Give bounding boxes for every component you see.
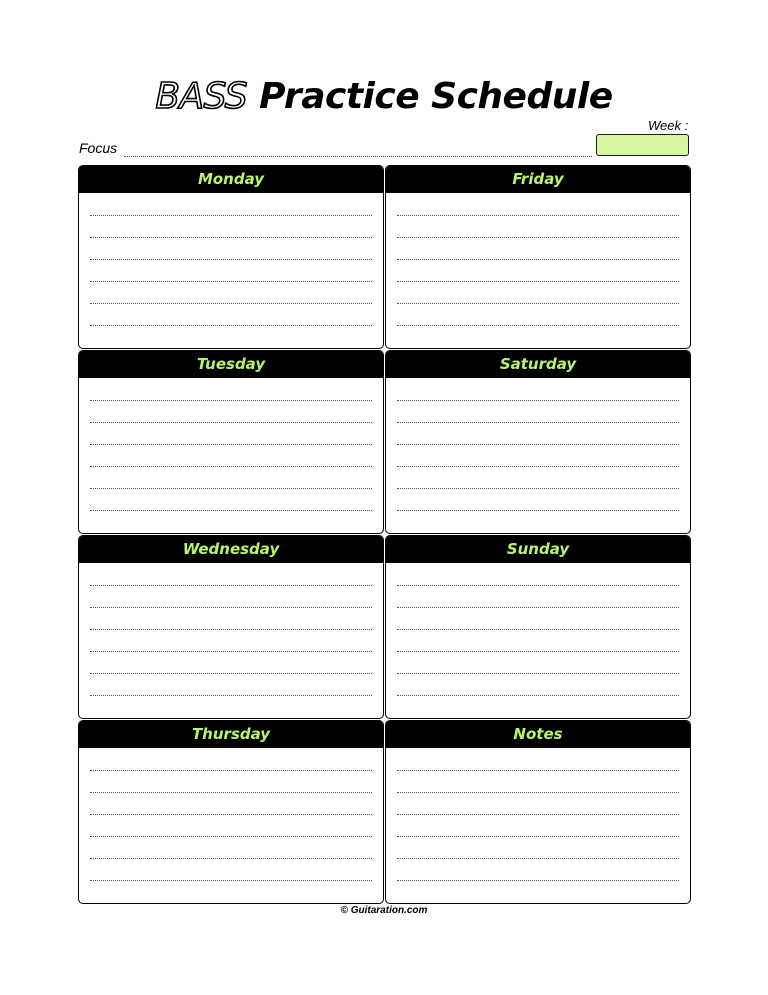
panel-header-notes: Notes xyxy=(386,721,690,748)
writing-line[interactable] xyxy=(90,880,372,881)
writing-line[interactable] xyxy=(90,488,372,489)
panel-notes xyxy=(385,720,691,904)
writing-line[interactable] xyxy=(90,422,372,423)
panel-wednesday xyxy=(78,535,384,719)
writing-line[interactable] xyxy=(90,770,372,771)
writing-line[interactable] xyxy=(90,792,372,793)
writing-line[interactable] xyxy=(90,259,372,260)
writing-line[interactable] xyxy=(90,673,372,674)
writing-line[interactable] xyxy=(397,836,679,837)
week-input[interactable] xyxy=(596,134,689,156)
panel-header-tuesday: Tuesday xyxy=(79,351,383,378)
writing-line[interactable] xyxy=(90,466,372,467)
panel-header-thursday: Thursday xyxy=(79,721,383,748)
panel-friday xyxy=(385,165,691,349)
writing-line[interactable] xyxy=(90,325,372,326)
writing-line[interactable] xyxy=(397,281,679,282)
panel-tuesday xyxy=(78,350,384,534)
panel-header-wednesday: Wednesday xyxy=(79,536,383,563)
writing-line[interactable] xyxy=(397,858,679,859)
writing-line[interactable] xyxy=(397,466,679,467)
writing-line[interactable] xyxy=(90,400,372,401)
writing-line[interactable] xyxy=(397,259,679,260)
writing-line[interactable] xyxy=(397,629,679,630)
panel-saturday xyxy=(385,350,691,534)
week-label: Week : xyxy=(648,118,689,133)
writing-line[interactable] xyxy=(397,792,679,793)
writing-line[interactable] xyxy=(90,585,372,586)
writing-line[interactable] xyxy=(397,237,679,238)
writing-line[interactable] xyxy=(90,237,372,238)
writing-line[interactable] xyxy=(90,836,372,837)
focus-line[interactable] xyxy=(124,156,592,157)
writing-line[interactable] xyxy=(397,488,679,489)
panel-header-saturday: Saturday xyxy=(386,351,690,378)
writing-line[interactable] xyxy=(397,400,679,401)
writing-line[interactable] xyxy=(90,607,372,608)
writing-line[interactable] xyxy=(397,880,679,881)
page-title xyxy=(0,76,768,117)
writing-line[interactable] xyxy=(90,303,372,304)
writing-line[interactable] xyxy=(397,215,679,216)
writing-line[interactable] xyxy=(397,673,679,674)
writing-line[interactable] xyxy=(90,858,372,859)
writing-line[interactable] xyxy=(90,651,372,652)
focus-label: Focus xyxy=(79,140,118,156)
writing-line[interactable] xyxy=(397,651,679,652)
panel-header-sunday: Sunday xyxy=(386,536,690,563)
panel-thursday xyxy=(78,720,384,904)
writing-line[interactable] xyxy=(90,510,372,511)
writing-line[interactable] xyxy=(397,303,679,304)
writing-line[interactable] xyxy=(90,444,372,445)
panel-monday xyxy=(78,165,384,349)
panel-header-monday: Monday xyxy=(79,166,383,193)
writing-line[interactable] xyxy=(397,770,679,771)
writing-line[interactable] xyxy=(397,585,679,586)
writing-line[interactable] xyxy=(90,814,372,815)
title-main-words: Practice Schedule xyxy=(259,76,613,117)
writing-line[interactable] xyxy=(90,695,372,696)
footer-credit: © Guitaration.com xyxy=(340,905,428,916)
writing-line[interactable] xyxy=(90,215,372,216)
panel-sunday xyxy=(385,535,691,719)
writing-line[interactable] xyxy=(397,607,679,608)
panel-header-friday: Friday xyxy=(386,166,690,193)
writing-line[interactable] xyxy=(397,422,679,423)
writing-line[interactable] xyxy=(397,325,679,326)
writing-line[interactable] xyxy=(397,695,679,696)
writing-line[interactable] xyxy=(397,444,679,445)
title-outline-word: BASS xyxy=(155,76,248,117)
writing-line[interactable] xyxy=(397,814,679,815)
writing-line[interactable] xyxy=(90,281,372,282)
writing-line[interactable] xyxy=(397,510,679,511)
writing-line[interactable] xyxy=(90,629,372,630)
